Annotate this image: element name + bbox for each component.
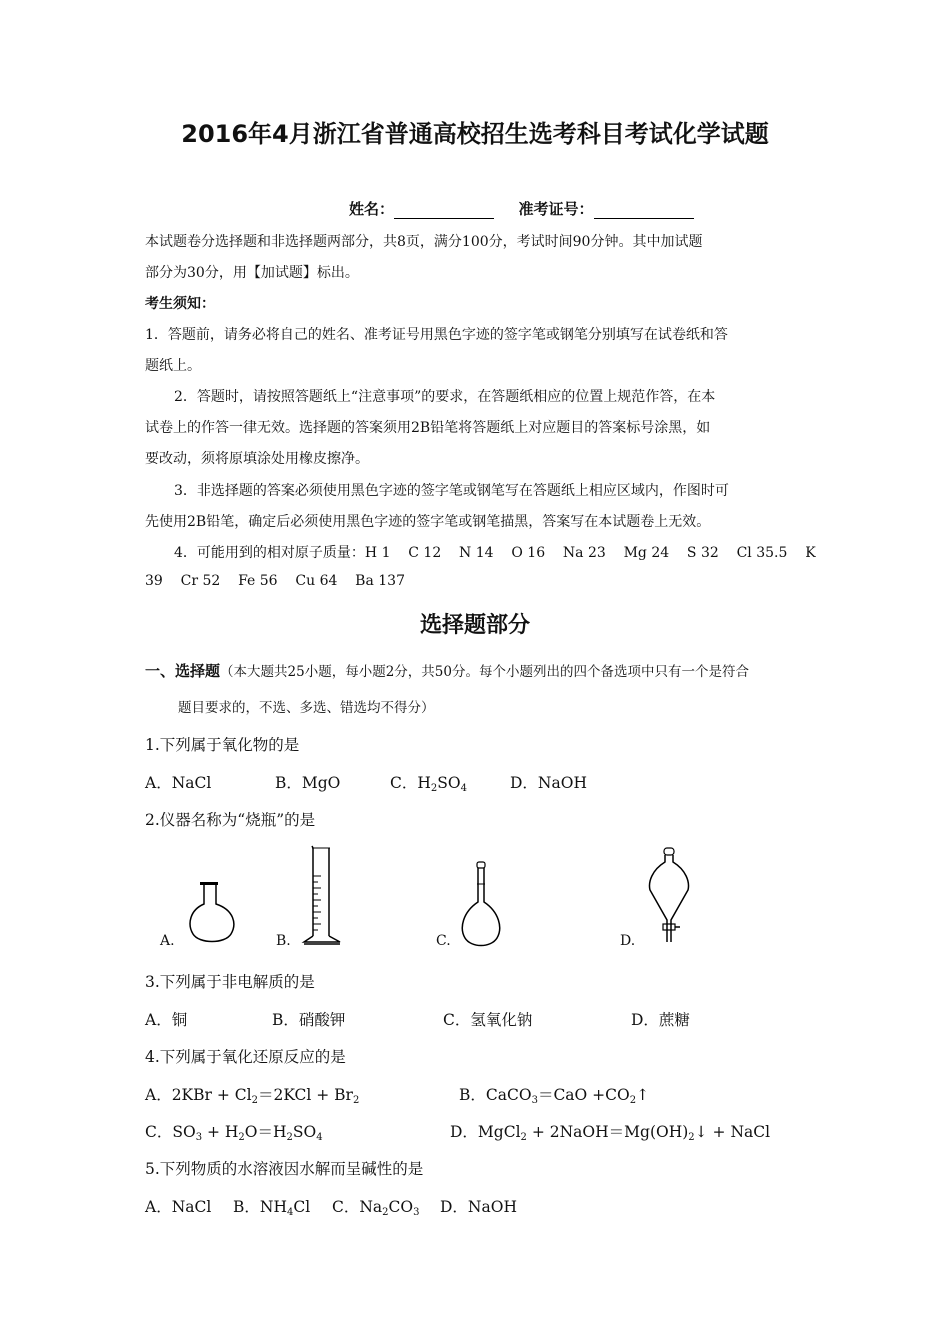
round-bottom-flask-image bbox=[185, 882, 240, 946]
exam-id-blank bbox=[594, 204, 694, 219]
q2-label-b: B. bbox=[276, 933, 291, 949]
exam-id-label: 准考证号： bbox=[518, 200, 594, 218]
q1-option-d: D．NaOH bbox=[510, 774, 587, 792]
volumetric-flask-image bbox=[457, 862, 507, 948]
q2-label-a: A. bbox=[160, 933, 175, 949]
q2-stem: 2.仪器名称为“烧瓶”的是 bbox=[145, 811, 316, 829]
notice-heading: 考生须知： bbox=[145, 296, 215, 312]
notice-line: 39 Cr 52 Fe 56 Cu 64 Ba 137 bbox=[145, 573, 405, 589]
q3-option-b: B．硝酸钾 bbox=[272, 1011, 346, 1029]
notice-line: 试卷上的作答一律无效。选择题的答案须用2B铅笔将答题纸上对应题目的答案标号涂黑，如 bbox=[145, 420, 711, 436]
q4-option-a: A．$2KBr + Cl_2=2KCl + Br_2$ bbox=[145, 1086, 360, 1106]
intro-line-1: 本试题卷分选择题和非选择题两部分，共8页，满分100分，考试时间90分钟。其中加试题 bbox=[145, 234, 703, 250]
section-title: 选择题部分 bbox=[419, 613, 530, 638]
q5-option-c: C．$Na_2CO_3$ bbox=[332, 1198, 420, 1218]
notice-line: 题纸上。 bbox=[145, 358, 201, 374]
q5-stem: 5.下列物质的水溶液因水解而呈碱性的是 bbox=[145, 1160, 424, 1178]
q1-option-a: A．NaCl bbox=[145, 774, 212, 792]
notice-line: 4．可能用到的相对原子质量：H 1 C 12 N 14 O 16 Na 23 Mg 24 S 32 Cl 35.5 K bbox=[174, 545, 816, 561]
notice-line: 3．非选择题的答案必须使用黑色字迹的签字笔或钢笔写在答题纸上相应区域内，作图时可 bbox=[174, 483, 729, 499]
intro-line-2: 部分为30分，用【加试题】标出。 bbox=[145, 265, 359, 281]
part1-heading-row bbox=[145, 660, 749, 681]
q1-stem: 1.下列属于氧化物的是 bbox=[145, 736, 300, 754]
q5-option-d: D．NaOH bbox=[440, 1198, 517, 1216]
q3-option-d: D．蔗糖 bbox=[631, 1011, 690, 1029]
page-title: 2016年4月浙江省普通高校招生选考科目考试化学试题 bbox=[181, 120, 769, 148]
q4-option-d: D．MgCl$_2$ + $2NaOH=Mg(OH)_2↓$ + NaCl bbox=[450, 1123, 771, 1143]
q1-option-c: C．$H_2SO_4$ bbox=[390, 774, 467, 794]
part1-desc: （本大题共25小题，每小题2分，共50分。每个小题列出的四个备选项中只有一个是符合 bbox=[220, 664, 749, 680]
notice-line: 要改动，须将原填涂处用橡皮擦净。 bbox=[145, 451, 369, 467]
notice-line: 先使用2B铅笔，确定后必须使用黑色字迹的签字笔或钢笔描黑，答案写在本试题卷上无效。 bbox=[145, 514, 711, 530]
q4-option-b: B．CaCO$_3$＝CaO $+CO_2↑$ bbox=[459, 1086, 650, 1106]
part1-desc-2: 题目要求的，不选、多选、错选均不得分） bbox=[178, 700, 435, 716]
q3-option-a: A．铜 bbox=[145, 1011, 188, 1029]
graduated-cylinder-image bbox=[300, 846, 350, 946]
q2-label-c: C. bbox=[436, 933, 451, 949]
name-label: 姓名： bbox=[349, 200, 395, 218]
name-blank bbox=[394, 204, 494, 219]
q3-stem: 3.下列属于非电解质的是 bbox=[145, 973, 315, 991]
q3-option-c: C．氢氧化钠 bbox=[443, 1011, 533, 1029]
q4-stem: 4.下列属于氧化还原反应的是 bbox=[145, 1048, 346, 1066]
q1-option-b: B．MgO bbox=[275, 774, 341, 792]
part1-heading: 一、选择题 bbox=[145, 662, 221, 680]
q5-option-b: B．$NH_4Cl$ bbox=[233, 1198, 311, 1218]
notice-line: 1．答题前，请务必将自己的姓名、准考证号用黑色字迹的签字笔或钢笔分别填写在试卷纸和答 bbox=[145, 327, 728, 343]
separatory-funnel-image bbox=[646, 848, 696, 948]
q2-label-d: D. bbox=[620, 933, 636, 949]
notice-line: 2．答题时，请按照答题纸上“注意事项”的要求，在答题纸相应的位置上规范作答，在本 bbox=[174, 389, 716, 405]
header-fields bbox=[349, 198, 694, 219]
q5-option-a: A．NaCl bbox=[145, 1198, 212, 1216]
q4-option-c: C．$SO_3 + H_2O=H_2SO_4$ bbox=[145, 1123, 323, 1143]
